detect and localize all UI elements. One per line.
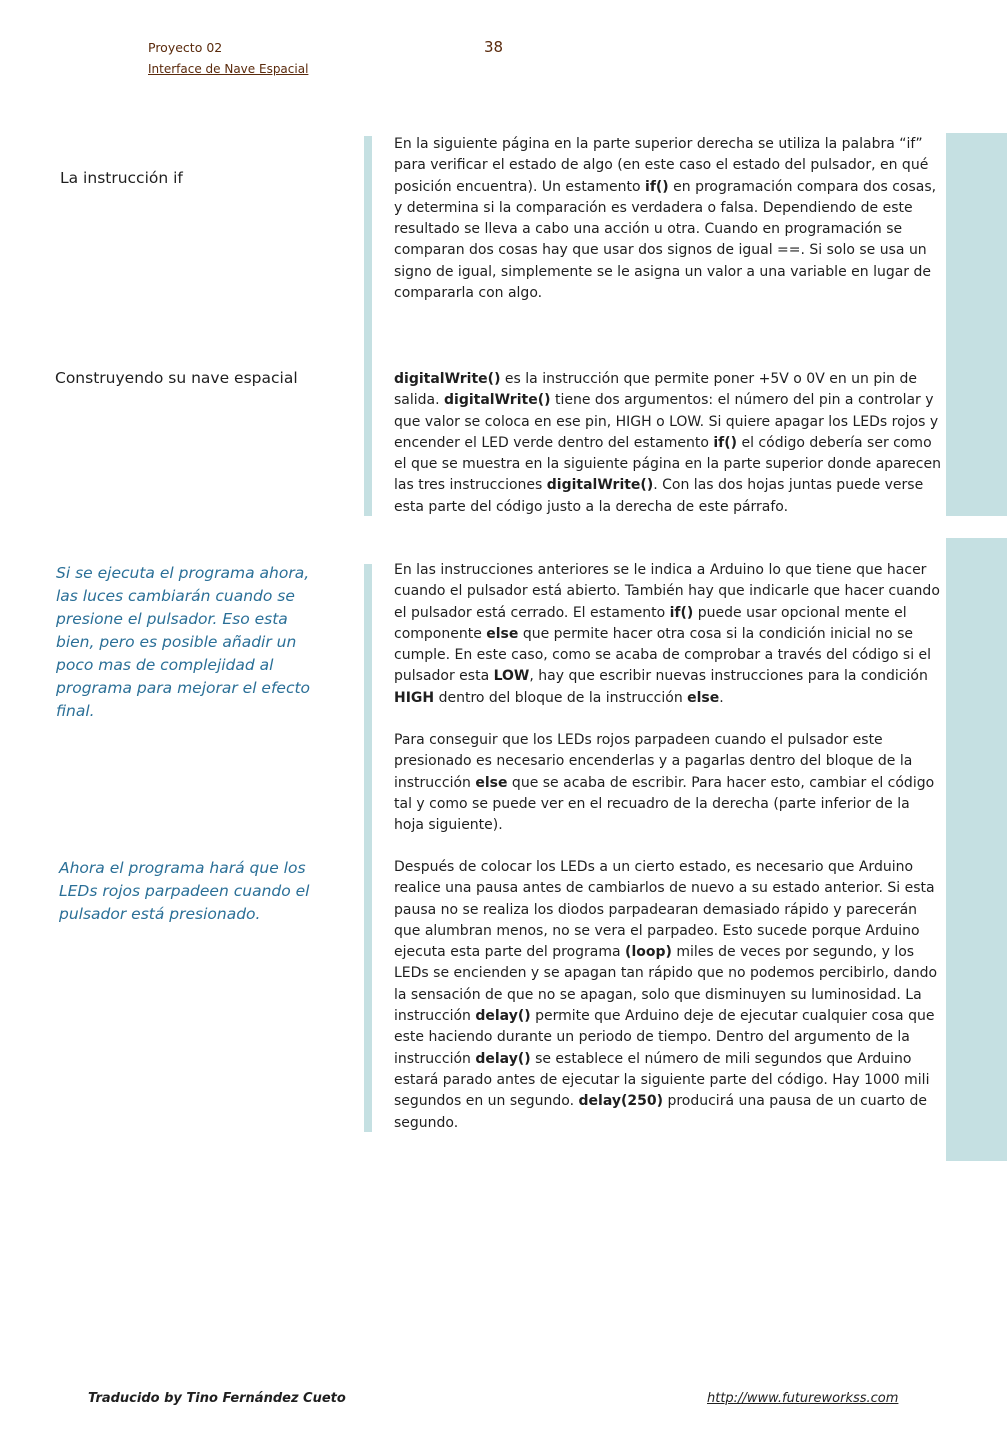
text-run: puede usar opcional mente el componente (394, 604, 907, 642)
text-run: que se acaba de escribir. Para hacer esto, cambiar el código tal y como se puede ver en el recuadro de la derecha (parte inferior de la hoja siguiente). (394, 774, 935, 834)
text-run: , hay que escribir nuevas instrucciones para la condición (529, 668, 928, 685)
project-subtitle: Interface de Nave Espacial (148, 62, 309, 76)
code-keyword: if() (713, 434, 738, 451)
paragraph-blink (394, 730, 944, 836)
paragraph-delay (394, 857, 944, 1134)
paragraph-digitalwrite (394, 369, 944, 518)
text-run: . (719, 689, 724, 706)
text-run: que permite hacer otra cosa si la condición inicial no se cumple. En este caso, como se acaba de comprobar a través del código si el pulsador esta (394, 625, 932, 685)
text-run: producirá una pausa de un cuarto de segundo. (394, 1093, 927, 1131)
footer-translator: Traducido by Tino Fernández Cueto (88, 1391, 346, 1406)
code-keyword: HIGH (394, 689, 435, 706)
code-keyword: LOW (493, 668, 530, 685)
text-run: en programación compara dos cosas, y determina si la comparación es verdadera o falsa. Dependiendo de este resultado se lleva a cabo una acción u otra. Cuando en programación se comparan dos cosas hay que usar dos signos de igual ==. Si solo se usa un signo de igual, simplemente se le asigna un valor a una variable en lugar de compararla con algo. (394, 178, 937, 302)
text-run: es la instrucción que permite poner +5V o 0V en un pin de salida. (394, 371, 917, 409)
paragraph-else (394, 560, 944, 709)
code-keyword: digitalWrite() (444, 392, 551, 409)
side-bar-top (946, 133, 1007, 516)
page-number: 38 (484, 38, 504, 56)
side-note-blink: Ahora el programa hará que los LEDs rojos parpadeen cuando el pulsador está presionado. (59, 859, 310, 923)
text-run: tiene dos argumentos: el número del pin a controlar y que valor se coloca en ese pin, HIGH o LOW. Si quiere apagar los LEDs rojos y encender el LED verde dentro del estamento (394, 392, 939, 451)
text-rule-top (364, 136, 372, 516)
project-label: Proyecto 02 (148, 40, 223, 55)
text-run: En la siguiente página en la parte superior derecha se utiliza la palabra “if” para verificar el estado de algo (en este caso el estado del pulsador, en qué posición encuentra). Un estamento (394, 136, 929, 195)
heading-building-ship: Construyendo su nave espacial (55, 369, 298, 387)
text-run: permite que Arduino deje de ejecutar cualquier cosa que este haciendo durante un periodo de tiempo. Dentro del argumento de la instrucción (394, 1008, 935, 1067)
code-keyword: delay(250) (578, 1093, 663, 1110)
code-keyword: else (687, 689, 720, 706)
side-note-run-program: Si se ejecuta el programa ahora, las luces cambiarán cuando se presione el pulsador. Eso esta bien, pero es posible añadir un poco mas de complejidad al programa para mejorar el efecto final. (56, 564, 311, 720)
text-run: dentro del bloque de la instrucción (434, 689, 688, 706)
code-keyword: digitalWrite() (394, 371, 501, 387)
code-keyword: if() (645, 178, 669, 195)
text-run: Después de colocar los LEDs a un cierto estado, es necesario que Arduino realice una pausa antes de cambiarlos de nuevo a su estado anterior. Si esta pausa no se realiza los diodos parpadearan demasiado rápido y parecerán que alumbran menos, no se vera el parpadeo. Esto sucede porque Arduino ejecuta esta parte del programa (394, 859, 935, 961)
code-keyword: else (486, 625, 519, 642)
code-keyword: if() (669, 604, 694, 621)
text-rule-bottom (364, 564, 372, 1132)
footer-url-link[interactable]: http://www.futureworkss.com (707, 1391, 899, 1406)
heading-if-instruction: La instrucción if (60, 169, 183, 187)
text-run: el código debería ser como el que se muestra en la siguiente página en la parte superior donde aparecen las tres instrucciones (394, 434, 941, 494)
code-keyword: delay() (475, 1050, 531, 1067)
side-bar-bottom (946, 538, 1007, 1161)
code-keyword: (loop) (625, 944, 672, 961)
code-keyword: digitalWrite() (546, 477, 654, 494)
code-keyword: delay() (475, 1008, 531, 1025)
text-run: se establece el número de mili segundos que Arduino estará parado antes de ejecutar la siguiente parte del código. Hay 1000 mili segundos en un segundo. (394, 1050, 930, 1110)
text-run: En las instrucciones anteriores se le indica a Arduino lo que tiene que hacer cuando el pulsador está abierto. También hay que indicarle que hacer cuando el pulsador está cerrado. El estamento (394, 562, 940, 621)
text-run: miles de veces por segundo, y los LEDs se encienden y se apagan tan rápido que no podemos percibirlo, dando la sensación de que no se apagan, solo que disminuyen su luminosidad. La instrucción (394, 944, 938, 1025)
paragraph-if (394, 134, 944, 304)
text-run: Para conseguir que los LEDs rojos parpadeen cuando el pulsador este presionado es necesario encenderlas y a pagarlas dentro del bloque de la instrucción (394, 732, 913, 791)
text-run: . Con las dos hojas juntas puede verse esta parte del código justo a la derecha de este párrafo. (394, 477, 924, 515)
code-keyword: else (475, 774, 508, 791)
